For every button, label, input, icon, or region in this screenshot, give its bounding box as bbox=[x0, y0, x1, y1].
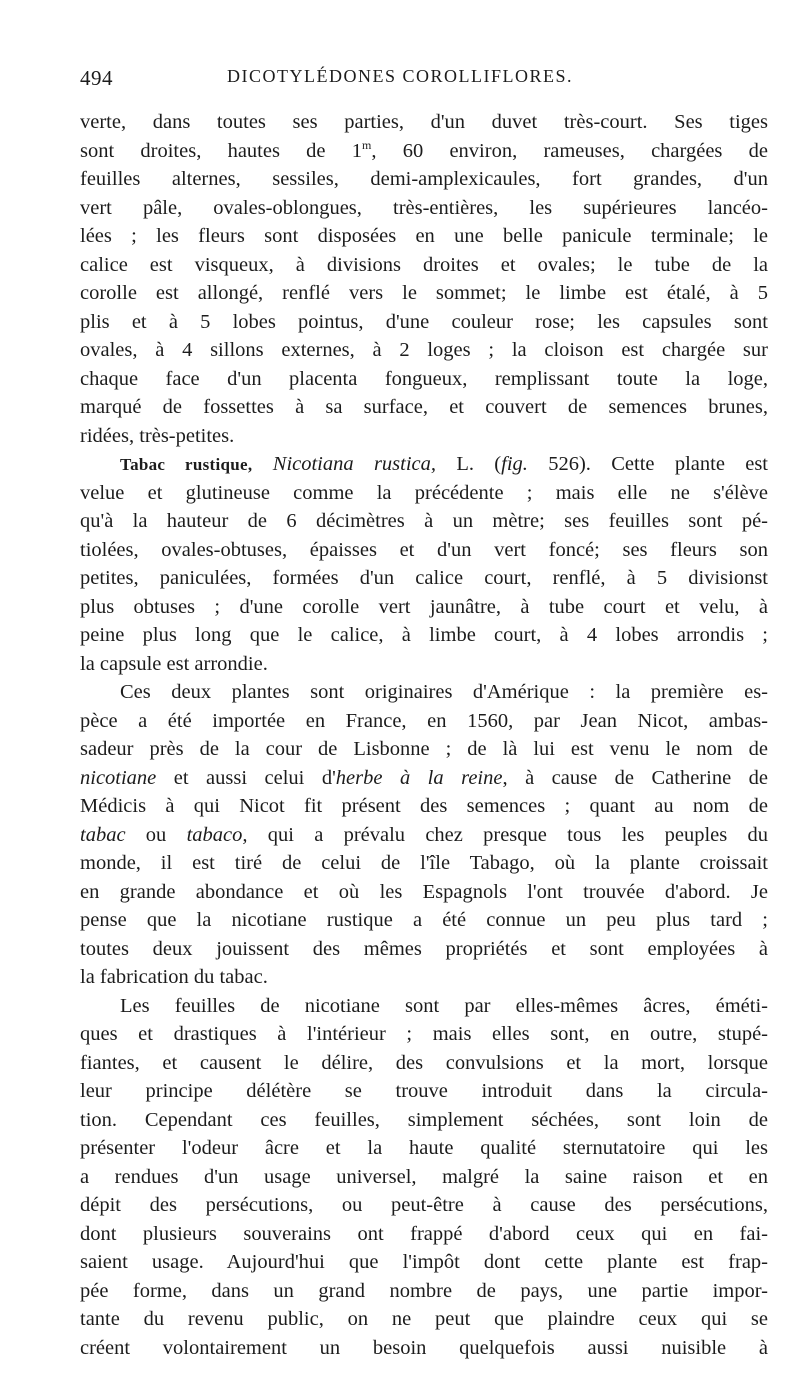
text-line: pée forme, dans un grand nombre de pays, une partie impor- bbox=[80, 1279, 768, 1302]
text-line: pèce a été importée en France, en 1560, par Jean Nicot, ambas- bbox=[80, 709, 768, 732]
species-heading: Tabac rustique, bbox=[120, 455, 253, 474]
text-line: plus obtuses ; d'une corolle vert jaunâtre, à tube court et velu, à bbox=[80, 595, 768, 618]
text-line: sont droites, hautes de 1$^m$, 60 environ, rameuses, chargées de bbox=[80, 137, 768, 162]
text-line: lées ; les fleurs sont disposées en une belle panicule terminale; le bbox=[80, 225, 768, 247]
text-line: dont plusieurs souverains ont frappé d'abord ceux qui en fai- bbox=[80, 1222, 768, 1245]
species-latin-name: Nicotiana rustica, bbox=[272, 453, 437, 475]
text-line: corolle est allongé, renflé vers le sommet; le limbe est étalé, à 5 bbox=[80, 282, 768, 304]
text-line: calice est visqueux, à divisions droites et ovales; le tube de la bbox=[80, 253, 768, 276]
body-text bbox=[80, 108, 768, 1362]
text-line: la fabrication du tabac. bbox=[80, 966, 268, 988]
text-line: dépit des persécutions, ou peut-être à cause des persécutions, bbox=[80, 1194, 768, 1216]
text-line: tante du revenu public, on ne peut que plaindre ceux qui se bbox=[80, 1308, 768, 1330]
text-line: marqué de fossettes à sa surface, et couvert de semences brunes, bbox=[80, 396, 768, 418]
text-line: a rendues d'un usage universel, malgré la saine raison et en bbox=[80, 1165, 768, 1188]
text-line: petites, paniculées, formées d'un calice court, renflé, à 5 divisionst bbox=[80, 567, 768, 589]
text-line: ridées, très-petites. bbox=[80, 424, 235, 447]
text-line: créent volontairement un besoin quelquefois aussi nuisible à bbox=[80, 1336, 768, 1359]
text-line: feuilles alternes, sessiles, demi-amplexicaules, fort grandes, d'un bbox=[80, 168, 768, 190]
text-line: peine plus long que le calice, à limbe court, à 4 lobes arrondis ; bbox=[80, 624, 768, 646]
text-line: chaque face d'un placenta fongueux, remplissant toute la loge, bbox=[80, 367, 768, 390]
text-line: Tabac rustique, Nicotiana rustica, L. (fig. 526). Cette plante est bbox=[120, 453, 769, 475]
text-line: monde, il est tiré de celui de l'île Tabago, où la plante croissait bbox=[80, 852, 768, 874]
page-number: 494 bbox=[80, 66, 113, 90]
text-line: pense que la nicotiane rustique a été connue un peu plus tard ; bbox=[80, 909, 768, 931]
text-line: velue et glutineuse comme la précédente ; mais elle ne s'élève bbox=[80, 481, 768, 504]
text-line: présenter l'odeur âcre et la haute qualité sternutatoire qui les bbox=[80, 1137, 768, 1159]
text-line: ovales, à 4 sillons externes, à 2 loges ; la cloison est chargée sur bbox=[80, 339, 768, 361]
text-line: toutes deux jouissent des mêmes propriétés et sont employées à bbox=[80, 937, 768, 960]
text-line: tion. Cependant ces feuilles, simplement séchées, sont loin de bbox=[80, 1108, 768, 1131]
text-line: tiolées, ovales-obtuses, épaisses et d'un vert foncé; ses fleurs son bbox=[80, 538, 768, 561]
text-line: nicotiane et aussi celui d'herbe à la reine, à cause de Catherine de bbox=[80, 766, 768, 789]
running-head: DICOTYLÉDONES COROLLIFLORES. bbox=[227, 66, 573, 86]
text-line: vert pâle, ovales-oblongues, très-entières, les supérieures lancéo- bbox=[80, 196, 768, 219]
text-line: ques et drastiques à l'intérieur ; mais elles sont, en outre, stupé- bbox=[80, 1023, 768, 1045]
text-line: la capsule est arrondie. bbox=[80, 652, 268, 675]
text-line: sadeur près de la cour de Lisbonne ; de là lui est venu le nom de bbox=[80, 738, 768, 760]
text-line: saient usage. Aujourd'hui que l'impôt dont cette plante est frap- bbox=[80, 1251, 768, 1273]
text-line: leur principe délétère se trouve introduit dans la circula- bbox=[80, 1080, 768, 1102]
text-line: plis et à 5 lobes pointus, d'une couleur rose; les capsules sont bbox=[80, 310, 768, 333]
text-line: verte, dans toutes ses parties, d'un duvet très-court. Ses tiges bbox=[80, 111, 768, 133]
text-line: fiantes, et causent le délire, des convulsions et la mort, lorsque bbox=[80, 1051, 768, 1074]
page-header bbox=[80, 66, 720, 96]
text-line: en grande abondance et où les Espagnols l'ont trouvée d'abord. Je bbox=[80, 880, 768, 903]
text-line: Ces deux plantes sont originaires d'Amérique : la première es- bbox=[120, 681, 768, 703]
text-line: tabac ou tabaco, qui a prévalu chez presque tous les peuples du bbox=[80, 823, 768, 846]
text-line: Les feuilles de nicotiane sont par elles-mêmes âcres, éméti- bbox=[120, 994, 768, 1017]
text-line: Médicis à qui Nicot fit présent des semences ; quant au nom de bbox=[80, 795, 768, 817]
text-line: qu'à la hauteur de 6 décimètres à un mètre; ses feuilles sont pé- bbox=[80, 510, 768, 532]
